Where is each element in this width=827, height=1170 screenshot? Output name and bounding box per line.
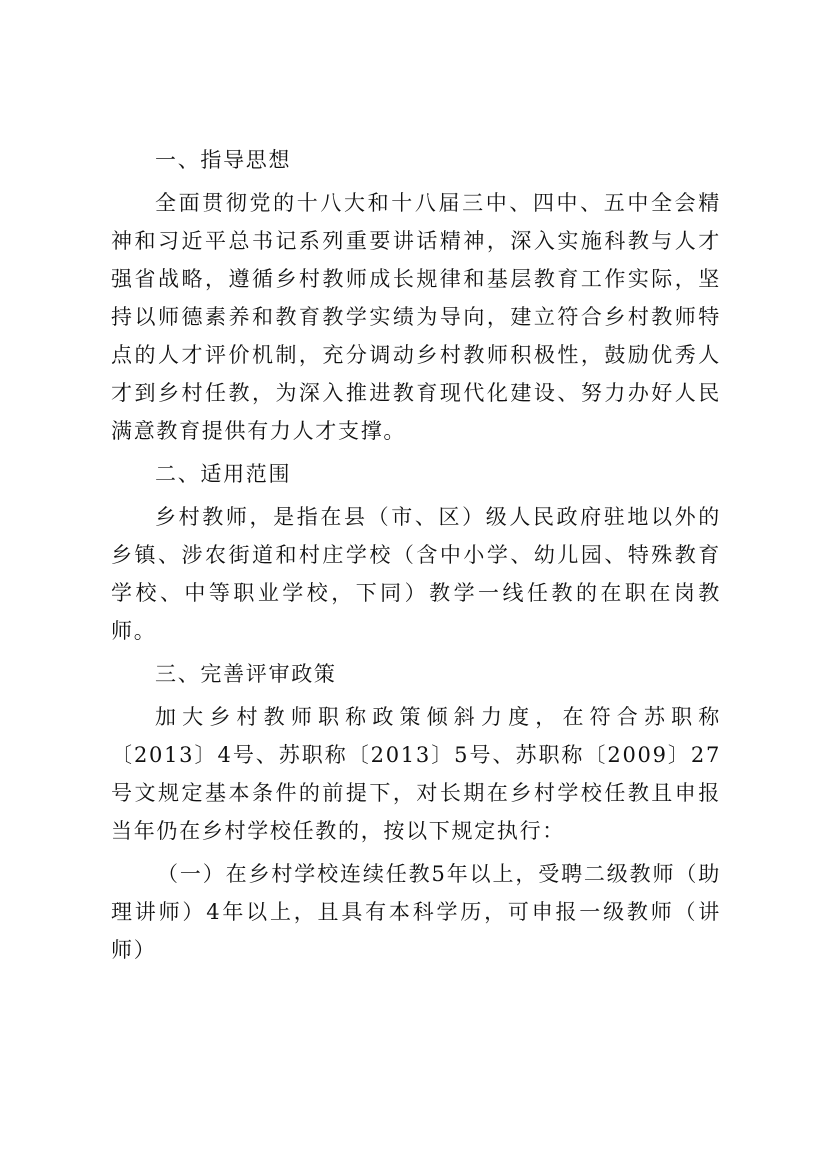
list-item-policy-1: （一）在乡村学校连续任教5年以上，受聘二级教师（助理讲师）4年以上，且具有本科学历，可申报一级教师（讲师）	[111, 862, 721, 962]
paragraph-scope: 乡村教师，是指在县（市、区）级人民政府驻地以外的乡镇、涉农街道和村庄学校（含中小学、幼儿园、特殊教育学校、中等职业学校，下同）教学一线任教的在职在岗教师。	[111, 505, 721, 643]
section-heading-scope: 二、适用范围	[155, 462, 292, 486]
paragraph-review-policy: 加大乡村教师职称政策倾斜力度，在符合苏职称〔2013〕4号、苏职称〔2013〕5号、苏职称〔2009〕27号文规定基本条件的前提下，对长期在乡村学校任教且申报当年仍在乡村学校任教的，按以下规定执行：	[111, 705, 721, 843]
document-body	[111, 141, 721, 969]
section-heading-guiding-ideology: 一、指导思想	[155, 148, 292, 172]
section-heading-review-policy: 三、完善评审政策	[155, 662, 337, 686]
paragraph-guiding-ideology: 全面贯彻党的十八大和十八届三中、四中、五中全会精神和习近平总书记系列重要讲话精神，深入实施科教与人才强省战略，遵循乡村教师成长规律和基层教育工作实际，坚持以师德素养和教育教学实绩为导向，建立符合乡村教师特点的人才评价机制，充分调动乡村教师积极性，鼓励优秀人才到乡村任教，为深入推进教育现代化建设、努力办好人民满意教育提供有力人才支撑。	[111, 191, 721, 443]
